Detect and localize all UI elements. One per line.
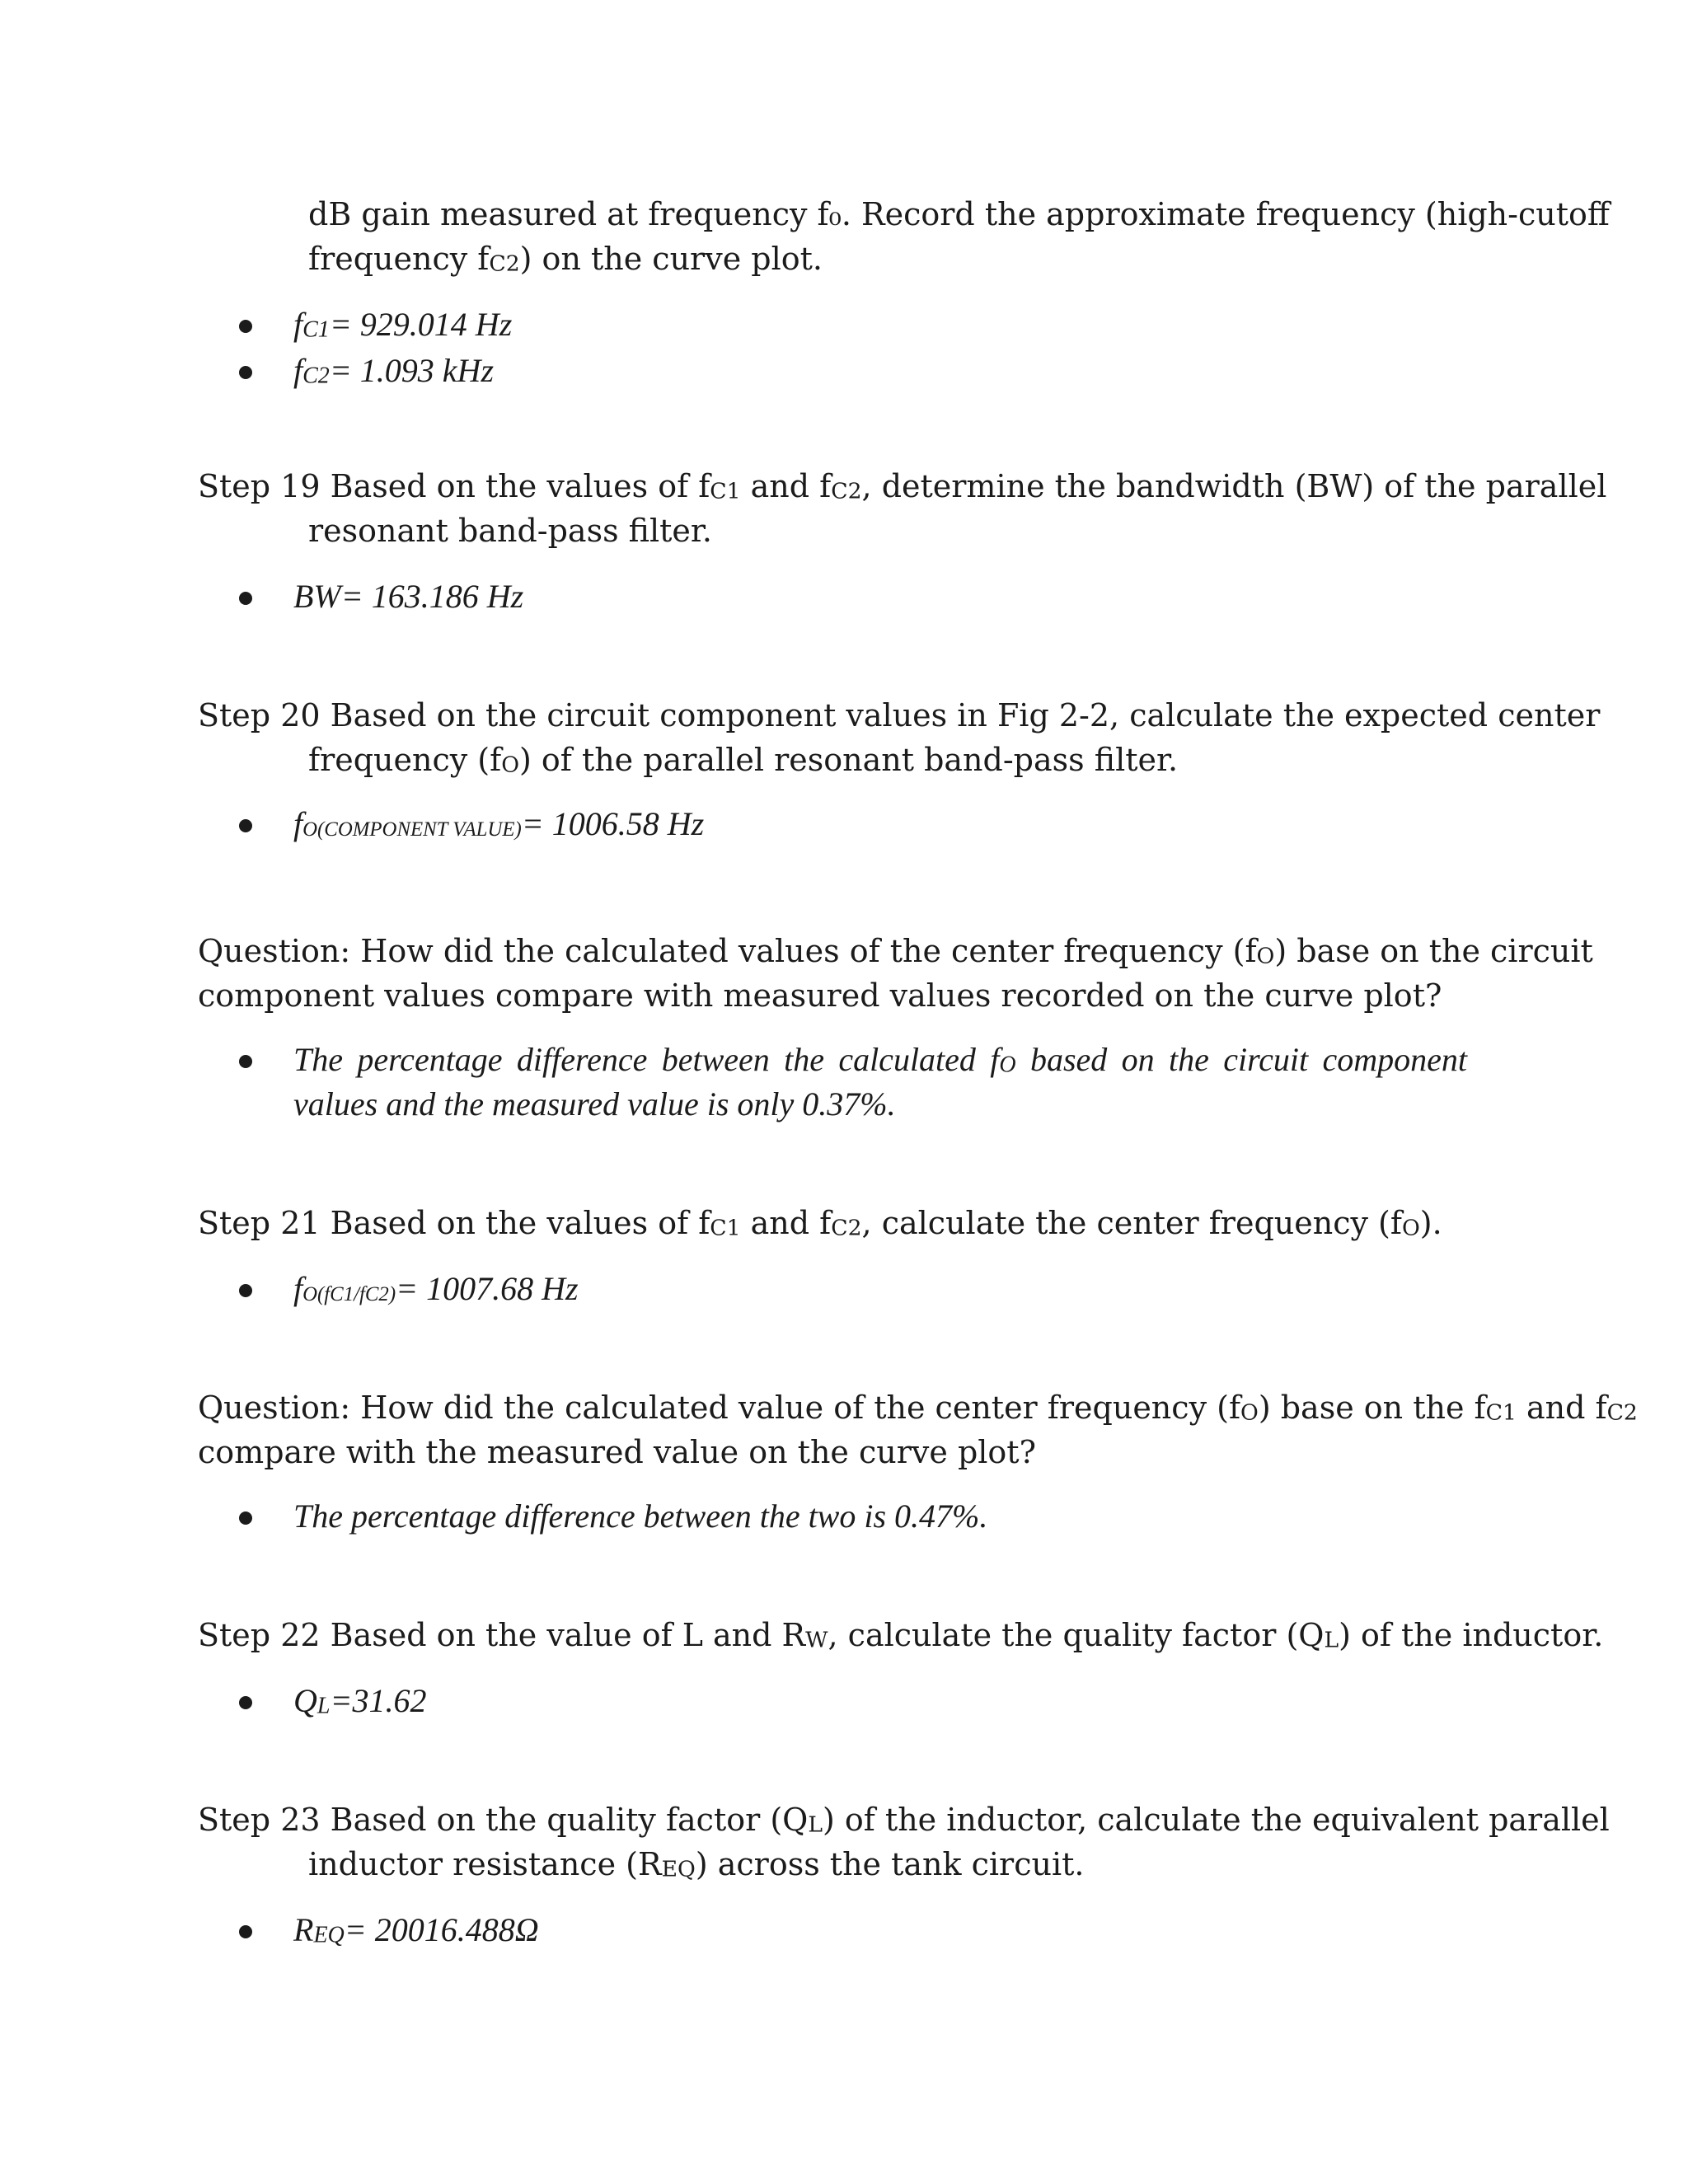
bullet-fo-fc: fO(fC1/fC2)= 1007.68 Hz xyxy=(239,1269,1467,1319)
step20-line1: Step 20 Based on the circuit component values in Fig 2-2, calculate the expected center xyxy=(198,697,1601,733)
step19-line2: resonant band-pass filter. xyxy=(308,513,712,549)
bullet-ql: QL=31.62 xyxy=(239,1681,1467,1731)
question2-line2: compare with the measured value on the curve plot? xyxy=(198,1434,1036,1470)
step-label: Step 21 xyxy=(198,1205,321,1241)
question2-line1: Question: How did the calculated value of the center frequency (fO) base on the fC1 and fC2 xyxy=(198,1390,1638,1426)
step18-continuation-line2: frequency fC2) on the curve plot. xyxy=(308,241,823,277)
bullet-fc1: fC1= 929.014 Hz xyxy=(239,305,1467,354)
step-label: Step 19 xyxy=(198,468,321,504)
bullet-dot xyxy=(239,1696,252,1709)
bullet-question1-answer: The percentage difference between the calculated fO based on the circuit component values and the measured value is only 0.37%. xyxy=(239,1040,1467,1131)
step20-line2: frequency (fO) of the parallel resonant band-pass filter. xyxy=(308,742,1179,778)
bullet-question2-answer: The percentage difference between the two is 0.47%. xyxy=(239,1497,1467,1546)
question1-line2: component values compare with measured values recorded on the curve plot? xyxy=(198,977,1442,1014)
bullet-dot xyxy=(239,1284,252,1297)
bullet-dot xyxy=(239,1511,252,1525)
step23-line2: inductor resistance (REQ) across the tank circuit. xyxy=(308,1846,1085,1882)
bullet-dot xyxy=(239,320,252,333)
step19-line1: Step 19 Based on the values of fC1 and fC2, determine the bandwidth (BW) of the parallel xyxy=(198,468,1607,504)
bullet-dot xyxy=(239,592,252,605)
step23-line1: Step 23 Based on the quality factor (QL) of the inductor, calculate the equivalent parallel xyxy=(198,1802,1610,1838)
step-label: Step 22 xyxy=(198,1617,321,1653)
bullet-req: REQ= 20016.488Ω xyxy=(239,1910,1467,1960)
bullet-bw: BW= 163.186 Hz xyxy=(239,577,1467,626)
step-label: Step 23 xyxy=(198,1802,321,1838)
bullet-dot xyxy=(239,1055,252,1068)
step22-line1: Step 22 Based on the value of L and RW, calculate the quality factor (QL) of the inductor. xyxy=(198,1617,1604,1653)
step-label: Step 20 xyxy=(198,697,321,733)
step18-continuation-line1: dB gain measured at frequency f₀. Record the approximate frequency (high-cutoff xyxy=(308,196,1610,232)
bullet-fo-component: fO(COMPONENT VALUE)= 1006.58 Hz xyxy=(239,804,1467,854)
bullet-dot xyxy=(239,819,252,832)
bullet-fc2: fC2= 1.093 kHz xyxy=(239,351,1467,401)
bullet-dot xyxy=(239,1925,252,1938)
step21-line1: Step 21 Based on the values of fC1 and fC2, calculate the center frequency (fO). xyxy=(198,1205,1442,1241)
question1-line1: Question: How did the calculated values of the center frequency (fO) base on the circuit xyxy=(198,933,1593,969)
bullet-dot xyxy=(239,366,252,379)
